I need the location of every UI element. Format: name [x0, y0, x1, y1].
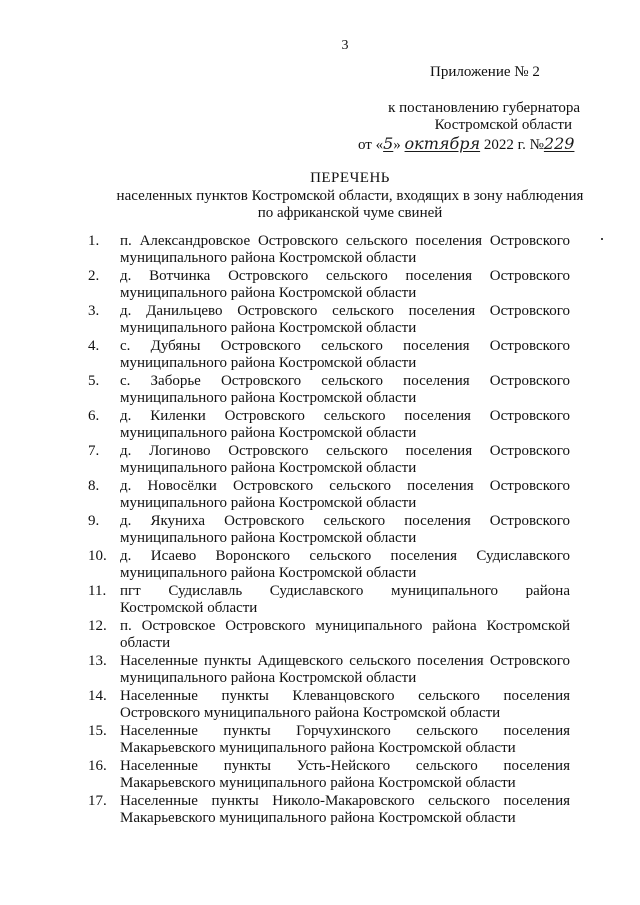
- list-item: [88, 373, 570, 407]
- list-item-line-1: Населенные пункты Горчухинского сельского поселения: [120, 723, 570, 739]
- list-item: [88, 758, 570, 792]
- list-item-line-1: с. Дубяны Островского сельского поселения Островского: [120, 338, 570, 354]
- date-year: 2022 г. №: [483, 137, 544, 153]
- list-item-line-1: п. Островское Островского муниципального района Костромской: [120, 618, 570, 634]
- list-item-line-1: д. Вотчинка Островского сельского поселения Островского: [120, 268, 570, 284]
- list-item-line-2: Костромской области: [120, 600, 258, 616]
- list-item-text: [120, 723, 570, 757]
- list-item-text: [120, 303, 570, 337]
- list-item: [88, 303, 570, 337]
- list-item-line-1: д. Данильцево Островского сельского поселения Островского: [120, 303, 570, 319]
- list-item-line-2: муниципального района Костромской области: [120, 460, 417, 476]
- list-item-text: [120, 233, 570, 267]
- list-item: [88, 723, 570, 757]
- list-item: [88, 653, 570, 687]
- list-item-number: 13.: [88, 653, 107, 669]
- list-item-line-1: Населенные пункты Усть-Нейского сельского поселения: [120, 758, 570, 774]
- decree-reference: [340, 100, 620, 134]
- list-item-number: 5.: [88, 373, 100, 389]
- list-item-line-2: муниципального района Костромской области: [120, 320, 417, 336]
- list-item-line-1: п. Александровское Островского сельского поселения Островского: [120, 233, 570, 249]
- list-item: [88, 233, 570, 267]
- list-item-line-2: муниципального района Костромской области: [120, 565, 417, 581]
- decree-number-handwritten: 229: [543, 134, 575, 153]
- list-item-text: [120, 548, 570, 582]
- scan-speck: [601, 238, 603, 240]
- decree-line-1: к постановлению губернатора: [388, 100, 580, 116]
- decree-line-2: Костромской области: [434, 117, 572, 133]
- date-prefix: от «: [358, 137, 384, 153]
- list-item-number: 3.: [88, 303, 100, 319]
- date-mid: »: [393, 137, 401, 153]
- list-item: [88, 478, 570, 512]
- appendix-label: Приложение № 2: [430, 64, 540, 80]
- list-item-text: [120, 618, 570, 652]
- list-item-number: 4.: [88, 338, 100, 354]
- list-item-text: [120, 758, 570, 792]
- list-item-text: [120, 688, 570, 722]
- list-item-line-2: муниципального района Костромской области: [120, 250, 417, 266]
- list-item: [88, 793, 570, 827]
- settlement-list: [88, 233, 570, 828]
- list-item-number: 17.: [88, 793, 107, 809]
- list-item: [88, 548, 570, 582]
- list-item-line-1: Населенные пункты Николо-Макаровского сельского поселения: [120, 793, 570, 809]
- list-item: [88, 583, 570, 617]
- list-item-text: [120, 443, 570, 477]
- list-item-line-2: муниципального района Костромской области: [120, 495, 417, 511]
- list-item-number: 15.: [88, 723, 107, 739]
- list-item: [88, 408, 570, 442]
- list-item-line-1: д. Киленки Островского сельского поселения Островского: [120, 408, 570, 424]
- list-item-line-1: д. Якуниха Островского сельского поселения Островского: [120, 513, 570, 529]
- list-item-text: [120, 268, 570, 302]
- title-subtitle-line-1: населенных пунктов Костромской области, входящих в зону наблюдения: [116, 188, 584, 204]
- list-item-number: 10.: [88, 548, 107, 564]
- list-item-line-1: Населенные пункты Адищевского сельского поселения Островского: [120, 653, 570, 669]
- list-item-text: [120, 513, 570, 547]
- list-item-text: [120, 338, 570, 372]
- list-item-number: 7.: [88, 443, 100, 459]
- document-title: [100, 170, 600, 222]
- list-item-number: 12.: [88, 618, 107, 634]
- list-item-line-1: д. Новосёлки Островского сельского поселения Островского: [120, 478, 570, 494]
- list-item-number: 1.: [88, 233, 100, 249]
- list-item-text: [120, 478, 570, 512]
- list-item-line-1: д. Исаево Воронского сельского поселения Судиславского: [120, 548, 570, 564]
- list-item-line-2: муниципального района Костромской области: [120, 390, 417, 406]
- list-item: [88, 688, 570, 722]
- list-item-line-1: пгт Судиславль Судиславского муниципального района: [120, 583, 570, 599]
- list-item-line-2: Макарьевского муниципального района Костромской области: [120, 775, 516, 791]
- list-item-line-2: Макарьевского муниципального района Костромской области: [120, 740, 516, 756]
- list-item-line-2: муниципального района Костромской области: [120, 670, 417, 686]
- list-item-text: [120, 653, 570, 687]
- list-item-line-1: с. Заборье Островского сельского поселения Островского: [120, 373, 570, 389]
- list-item-number: 11.: [88, 583, 107, 599]
- list-item-number: 16.: [88, 758, 107, 774]
- list-item-number: 2.: [88, 268, 100, 284]
- list-item-line-2: области: [120, 635, 171, 651]
- list-item-text: [120, 408, 570, 442]
- list-item-line-1: Населенные пункты Клеванцовского сельского поселения: [120, 688, 570, 704]
- list-item-number: 14.: [88, 688, 107, 704]
- list-item-line-2: муниципального района Костромской области: [120, 285, 417, 301]
- list-item-line-2: Макарьевского муниципального района Костромской области: [120, 810, 516, 826]
- page-number: 3: [341, 38, 349, 53]
- date-month-handwritten: октября: [404, 134, 481, 153]
- list-item: [88, 443, 570, 477]
- title-subtitle-line-2: по африканской чуме свиней: [257, 205, 443, 221]
- list-item-text: [120, 373, 570, 407]
- list-item: [88, 513, 570, 547]
- list-item: [88, 338, 570, 372]
- list-item-line-2: муниципального района Костромской области: [120, 355, 417, 371]
- date-day-handwritten: 5: [383, 134, 394, 153]
- list-item-number: 9.: [88, 513, 100, 529]
- list-item: [88, 618, 570, 652]
- list-item-line-2: муниципального района Костромской области: [120, 425, 417, 441]
- list-item-number: 8.: [88, 478, 100, 494]
- list-item-line-2: Островского муниципального района Костромской области: [120, 705, 501, 721]
- list-item-line-1: д. Логиново Островского сельского поселения Островского: [120, 443, 570, 459]
- list-item-number: 6.: [88, 408, 100, 424]
- decree-date-line: [358, 134, 574, 154]
- list-item-line-2: муниципального района Костромской области: [120, 530, 417, 546]
- list-item-text: [120, 583, 570, 617]
- title-heading: ПЕРЕЧЕНЬ: [310, 170, 390, 186]
- list-item-text: [120, 793, 570, 827]
- list-item: [88, 268, 570, 302]
